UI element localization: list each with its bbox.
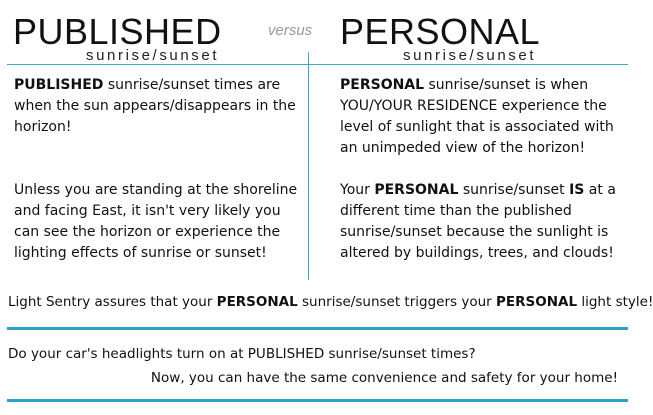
accent-divider-top	[7, 327, 628, 330]
assurance-statement	[8, 292, 653, 312]
bold-run: PERSONAL	[496, 294, 578, 310]
versus-label: versus	[268, 22, 313, 39]
published-heading: PUBLISHED	[13, 11, 222, 52]
text-run: Light Sentry assures that your	[8, 294, 217, 310]
column-divider	[308, 52, 309, 280]
bold-run: PERSONAL	[216, 294, 298, 310]
personal-term: PERSONAL	[340, 77, 425, 93]
personal-paragraph-2	[340, 180, 630, 264]
bold-run: PERSONAL	[374, 182, 459, 198]
personal-subheading: sunrise/sunset	[403, 47, 537, 64]
text-run: at a different time than the published sunrise/sunset because the sunlight is altered by buildings, trees, and clouds!	[340, 182, 616, 261]
personal-definition: sunrise/sunset is when YOU/YOUR RESIDENCE experience the level of sunlight that is associated with an unimpeded view of the horizon!	[340, 77, 614, 156]
published-definition: sunrise/sunset times are when the sun appears/disappears in the horizon!	[14, 77, 296, 135]
published-paragraph-1	[14, 75, 304, 138]
personal-heading: PERSONAL	[340, 11, 541, 52]
text-run: sunrise/sunset triggers your	[297, 294, 496, 310]
accent-divider-bottom	[7, 399, 628, 402]
footer-question: Do your car's headlights turn on at PUBLISHED sunrise/sunset times?	[8, 346, 476, 362]
bold-run: IS	[569, 182, 585, 198]
published-paragraph-2: Unless you are standing at the shoreline and facing East, it isn't very likely you can see the horizon or experience the lighting effects of sunrise or sunset!	[14, 182, 298, 261]
published-subheading: sunrise/sunset	[86, 47, 220, 64]
footer-answer: Now, you can have the same convenience and safety for your home!	[150, 370, 618, 386]
text-run: light style!	[577, 294, 653, 310]
text-run: sunrise/sunset	[458, 182, 570, 198]
personal-paragraph-1	[340, 75, 630, 159]
published-term: PUBLISHED	[14, 77, 104, 93]
header-divider	[7, 64, 628, 65]
text-run: Your	[340, 182, 375, 198]
